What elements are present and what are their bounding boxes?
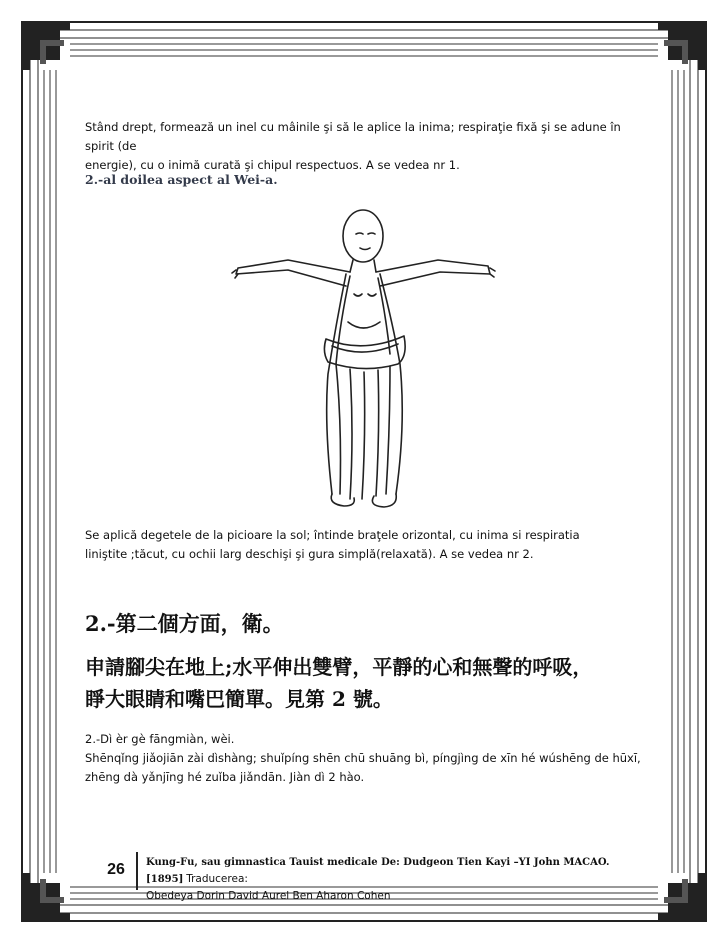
page-number: 26 [107,861,125,878]
footer-translator-label: Traducerea: [186,873,248,885]
footer-title: Kung-Fu, sau gimnastica Tauist medicale De: Dudgeon Tien Kayi –YI John MACAO. [146,857,610,868]
instruction-line-1: Se aplică degetele de la picioare la sol; întinde braţele orizontal, cu inima si respiratia [85,528,580,542]
pinyin-line-3: zhēng dà yǎnjīng hé zuǐba jiǎndān. Jiàn dì 2 hào. [85,770,365,784]
footer-translator-name: Obedeya Dorin David Aurel Ben Aharon Cohen [146,890,391,902]
intro-line-2: energie), cu o inimă curată şi chipul respectuos. A se vedea nr 1. [85,158,460,172]
instruction-paragraph [85,526,580,564]
intro-paragraph [85,118,645,175]
chinese-paragraph [85,651,655,715]
page-footer [98,852,638,902]
pinyin-line-2: Shēnqǐng jiǎojiān zài dìshàng; shuǐpíng shēn chū shuāng bì, píngjìng de xīn hé wúshēng de hūxī, [85,751,641,765]
footer-divider [136,852,138,890]
section-heading: 2.-al doilea aspect al Wei-a. [85,172,278,187]
instruction-line-2: liniştite ;tăcut, cu ochii larg deschişi şi gura simplă(relaxată). A se vedea nr 2. [85,547,534,561]
footer-citation [146,854,636,904]
footer-year: [1895] [146,874,184,885]
standing-figure-illustration [228,204,498,514]
pinyin-line-1: 2.-Dì èr gè fāngmiàn, wèi. [85,732,235,746]
chinese-title: 2.-第二個方面，衛。 [85,611,284,636]
chinese-line-1: 申請腳尖在地上;水平伸出雙臂，平靜的心和無聲的呼吸， [85,655,593,679]
chinese-line-2: 睜大眼睛和嘴巴簡單。見第 2 號。 [85,687,393,711]
page-content [85,118,645,784]
intro-line-1: Stând drept, formează un inel cu mâinile şi să le aplice la inima; respiraţie fixă şi se adune în spirit (de [85,120,621,153]
pinyin-paragraph [85,730,650,787]
